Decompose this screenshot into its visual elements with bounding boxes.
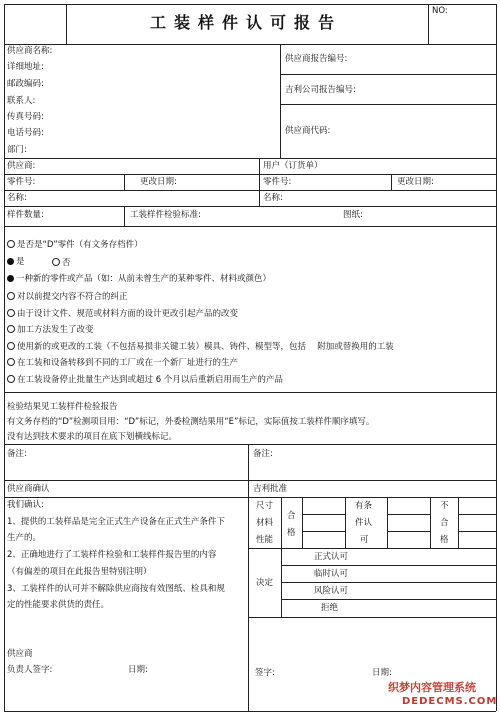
results-line-2: 有文务存档的“D”检测项目用：“D”标记，外委检测结果用“E”标记，实际值按工装样件顺序填写。: [7, 417, 375, 427]
confirm-title-bottom: [4, 497, 496, 498]
results-line-3: 没有达到技术要求的项目在底下划横线标记。: [7, 432, 178, 442]
sample-quantity-label: 样件数量:: [7, 210, 44, 220]
fail-label-3: 格: [440, 535, 449, 545]
d-part-question-text: 是否是“D”零件（有文务存档件）: [17, 240, 143, 250]
geely-report-number-label: 吉利公司报告编号:: [285, 85, 356, 95]
decision-row-1: [281, 565, 496, 566]
reason-design-change-text: 由于设计文件、规范或材料方面的设计更改引起产品的改变: [17, 309, 239, 319]
confirm-clause-1a: 1、提供的工装样品是完全正式生产设备在正式生产条件下: [7, 517, 225, 527]
reject-label: 拒绝: [321, 603, 339, 613]
geely-approval-title: 吉利批准: [253, 484, 288, 494]
supplier-code-label: 供应商代码:: [285, 126, 331, 136]
reason-new-tooling-text: 使用新的或更改的工装（不包括易损非关键工装）模具、铸件、模型等，包括 附加或替换用的工装: [17, 342, 394, 352]
supplier-department-label: 部门:: [7, 145, 27, 155]
approval-col-2: [302, 497, 303, 548]
supplier-part-name-label: 名称:: [7, 193, 27, 203]
pass-label-2: 格: [287, 528, 296, 538]
supplier-info-bottom: [4, 158, 496, 159]
decision-row-3: [281, 599, 496, 600]
confirm-clause-1b: 生产的。: [7, 533, 42, 543]
supplier-change-date-label: 更改日期:: [140, 177, 177, 187]
approval-performance-label: 性能: [256, 535, 274, 545]
parts-user-label: 用户（订货单）: [263, 161, 323, 171]
geely-date-label: 日期:: [372, 668, 392, 678]
confirm-center-divider: [248, 444, 249, 711]
conditional-label-1: 有条: [355, 501, 373, 511]
drawing-label: 图纸:: [343, 210, 363, 220]
conditional-label-2: 件认: [355, 518, 373, 528]
d-part-question: [7, 240, 143, 250]
supplier-info-rule-2: [280, 104, 496, 105]
approval-dimension-label: 尺寸: [256, 501, 274, 511]
reason-new-part[interactable]: [7, 275, 271, 284]
reason-process-change-radio[interactable]: [7, 325, 15, 333]
remarks-right-label: 备注:: [253, 449, 273, 459]
approval-row-4: [387, 531, 430, 532]
parts-change-divider-left: [124, 174, 125, 190]
responsible-signer-label: 负责人签字:: [7, 665, 53, 675]
reason-design-change-radio[interactable]: [7, 309, 15, 317]
approval-matrix-bottom: [248, 548, 496, 549]
reason-new-tooling-radio[interactable]: [7, 342, 15, 350]
approval-row-3: [387, 514, 430, 515]
reason-process-change-text: 加工方法发生了改变: [17, 325, 94, 335]
supplier-report-number-label: 供应商报告编号:: [285, 54, 348, 64]
frame-top: [4, 4, 496, 5]
header-bottom: [4, 44, 496, 45]
reason-new-tooling[interactable]: [7, 342, 394, 352]
reason-relocation[interactable]: [7, 358, 238, 368]
fail-label-2: 合: [440, 518, 449, 528]
report-number-label: NO:: [432, 6, 448, 16]
decision-row-2: [281, 582, 496, 583]
fail-label-1: 不: [440, 501, 449, 511]
no-label: 否: [62, 258, 71, 268]
watermark-cn: 织梦内容管理系统: [388, 681, 476, 694]
formal-approval-label: 正式认可: [314, 552, 349, 562]
approval-col-6: [458, 497, 459, 548]
supplier-part-number-label: 零件号:: [7, 177, 36, 187]
no-option[interactable]: [52, 258, 71, 268]
yes-label: 是: [16, 257, 25, 267]
watermark-en: DEDECMS.COM: [402, 696, 498, 707]
reason-restart-text: 在工装设备停止批量生产达到或超过 6 个月以后重新启用而生产的产品: [17, 375, 283, 385]
supplier-date-label: 日期:: [128, 665, 148, 675]
approval-row-5: [458, 514, 496, 515]
frame-right: [496, 4, 497, 711]
confirm-clause-2b: （有偏差的项目在此报告里特别注明）: [7, 567, 152, 577]
check-standard-label: 工装样件检验标准:: [130, 210, 201, 220]
parts-change-divider-right: [391, 174, 392, 190]
supplier-info-divider: [280, 44, 281, 158]
approval-col-3: [345, 497, 346, 548]
frame-left: [4, 4, 5, 711]
approval-col-5: [430, 497, 431, 548]
pass-label-1: 合: [287, 511, 296, 521]
risk-approval-label: 风险认可: [314, 586, 349, 596]
supplier-sign-label: 供应商: [7, 649, 33, 659]
frame-bottom: [4, 711, 496, 712]
yes-option[interactable]: [7, 258, 25, 267]
d-part-radio[interactable]: [7, 240, 15, 248]
yes-selected-radio[interactable]: [7, 258, 14, 265]
supplier-fax-label: 传真号码:: [7, 112, 44, 122]
approval-col-4: [387, 497, 388, 548]
results-bottom: [4, 444, 496, 445]
supplier-contact-label: 联系人:: [7, 96, 36, 106]
parts-rule-2: [4, 190, 496, 191]
parts-rule-3: [4, 206, 496, 207]
reason-relocation-radio[interactable]: [7, 358, 15, 366]
reason-design-change[interactable]: [7, 309, 238, 319]
parts-supplier-label: 供应商:: [7, 161, 36, 171]
conditional-label-3: 可: [360, 535, 369, 545]
reason-new-part-text: 一种新的零件或产品（如：从前未曾生产的某种零件、材料或颜色）: [16, 274, 272, 284]
supplier-confirm-title: 供应商确认: [7, 484, 50, 494]
reason-restart-radio[interactable]: [7, 375, 15, 383]
remarks-bottom: [4, 480, 496, 481]
confirm-clause-3a: 3、工装样件的认可并不解除供应商按有效图纸、检具和规: [7, 584, 225, 594]
decision-label: 决定: [256, 578, 274, 588]
header-left-divider: [66, 4, 67, 44]
supplier-phone-label: 电话号码:: [7, 128, 44, 138]
confirm-clause-2a: 2、正确地进行了工装样件检验和工装样件报告里的内容: [7, 550, 217, 560]
confirm-clause-3b: 定的性能要求供货的责任。: [7, 600, 110, 610]
supplier-postcode-label: 邮政编码:: [7, 79, 44, 89]
header-no-divider: [428, 4, 429, 44]
reason-process-change[interactable]: [7, 325, 94, 335]
supplier-info-rule-1: [280, 74, 496, 75]
temporary-approval-label: 临时认可: [314, 569, 349, 579]
geely-sign-label: 签字:: [255, 668, 275, 678]
remarks-left-label: 备注:: [7, 449, 27, 459]
parts-rule-1: [4, 174, 496, 175]
reason-correction-text: 对以前提交内容不符合的纠正: [17, 292, 128, 302]
we-confirm-label: 我们确认:: [7, 500, 44, 510]
options-bottom: [4, 392, 496, 393]
approval-material-label: 材料: [256, 518, 274, 528]
user-part-number-label: 零件号:: [263, 177, 292, 187]
approval-row-6: [458, 531, 496, 532]
decision-bottom: [248, 617, 496, 618]
parts-user-divider: [259, 158, 260, 206]
user-part-name-label: 名称:: [263, 193, 283, 203]
supplier-name-label: 供应商名称:: [7, 46, 53, 56]
no-radio[interactable]: [52, 258, 60, 266]
approval-row-2: [302, 531, 345, 532]
supplier-address-label: 详细地址:: [7, 62, 44, 72]
reason-correction-radio[interactable]: [7, 292, 15, 300]
parts-check-divider: [124, 206, 125, 226]
reason-restart[interactable]: [7, 375, 283, 385]
report-title: 工装样件认可报告: [150, 13, 343, 32]
results-line-1: 检验结果见工装样件检验报告: [7, 402, 118, 412]
parts-bottom: [4, 226, 496, 227]
reason-relocation-text: 在工装和设备转移到不同的工厂或在一个新厂址进行的生产: [17, 358, 239, 368]
user-change-date-label: 更改日期:: [397, 177, 434, 187]
reason-correction[interactable]: [7, 292, 128, 302]
approval-row-1: [302, 514, 345, 515]
reason-new-part-radio-selected[interactable]: [7, 275, 14, 282]
